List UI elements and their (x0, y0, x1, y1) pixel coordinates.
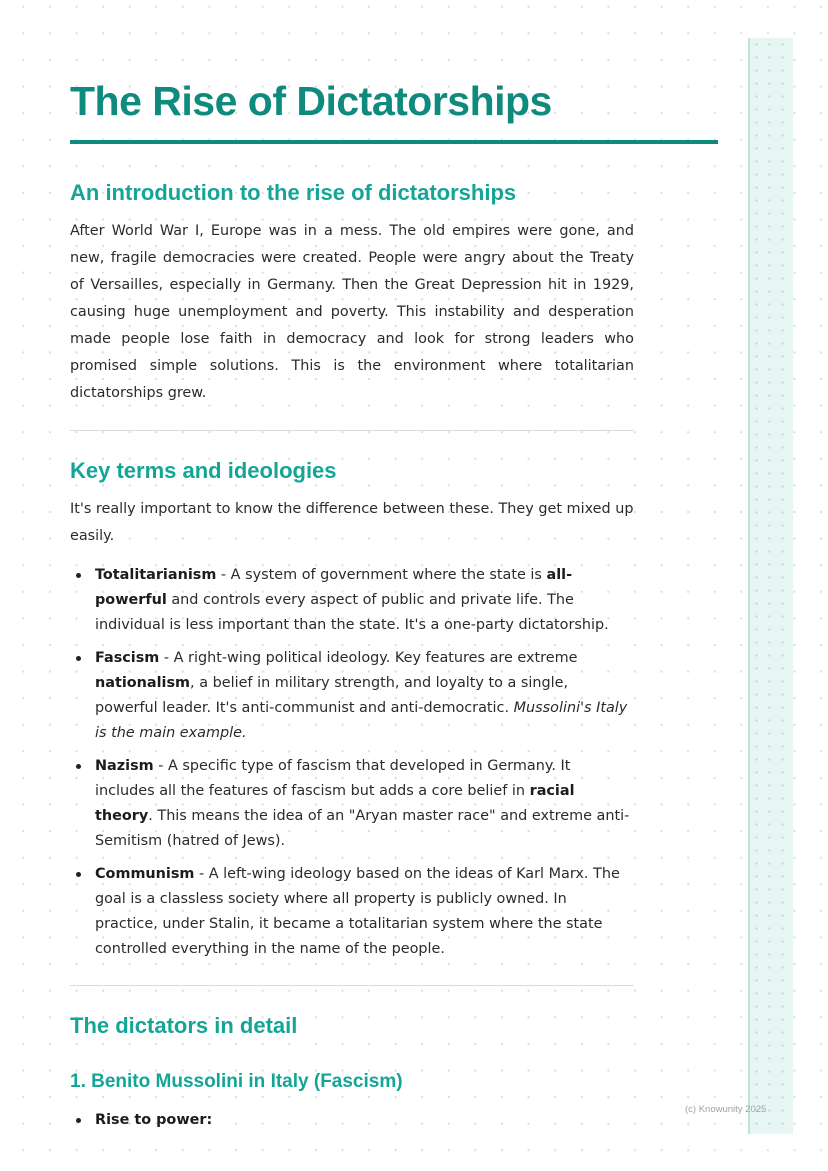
list-item-communism (70, 862, 634, 962)
key-terms-list (70, 563, 634, 962)
intro-heading: An introduction to the rise of dictatorships (70, 180, 517, 205)
term-text: and controls every aspect of public and private life. The individual is less important than the state. It's a one-party dictatorship. (95, 592, 609, 633)
section-divider (70, 985, 634, 986)
document-page (70, 70, 634, 1133)
copyright-footer: (c) Knowunity 2025 (685, 1104, 767, 1115)
term-text: - A left-wing ideology based on the ideas of Karl Marx. The goal is a classless society where all property is publicly owned. In practice, under Stalin, it became a totalitarian system where the state controlled everything in the name of the people. (95, 866, 620, 957)
term-label: Communism (95, 866, 195, 882)
term-emphasis: all-powerful (95, 567, 573, 608)
intro-paragraph: After World War I, Europe was in a mess. The old empires were gone, and new, fragile democracies were created. People were angry about the Treaty of Versailles, especially in Germany. Then the Great Depression hit in 1929, causing huge unemployment and poverty. This instability and desperation made people lose faith in democracy and look for strong leaders who promised simple solutions. This is the environment where totalitarian dictatorships grew. (70, 223, 634, 401)
key-terms-intro: It's really important to know the difference between these. They get mixed up easily. (70, 501, 634, 544)
term-text: - A specific type of fascism that developed in Germany. It includes all the features of fascism but adds a core belief in (95, 758, 571, 799)
list-item-totalitarianism (70, 563, 634, 638)
term-example: Mussolini's Italy is the main example. (95, 700, 628, 741)
page-title: The Rise of Dictatorships (70, 78, 552, 124)
term-label: Nazism (95, 758, 154, 774)
key-terms-heading: Key terms and ideologies (70, 458, 337, 483)
term-text: . This means the idea of an "Aryan master race" and extreme anti-Semitism (hatred of Jews). (95, 808, 630, 849)
term-emphasis: nationalism (95, 675, 191, 691)
title-underline (70, 140, 718, 144)
list-item-fascism (70, 646, 634, 746)
sidebar-strip (748, 38, 793, 1134)
mussolini-heading: 1. Benito Mussolini in Italy (Fascism) (70, 1071, 403, 1092)
term-label: Fascism (95, 650, 160, 666)
bullet-icon (76, 764, 81, 769)
list-item-rise-to-power (70, 1108, 634, 1133)
bullet-icon (76, 1118, 81, 1123)
bullet-icon (76, 656, 81, 661)
bullet-label: Rise to power: (95, 1112, 213, 1128)
list-item-nazism (70, 754, 634, 854)
mussolini-list (70, 1108, 634, 1133)
section-divider (70, 430, 634, 431)
dictators-heading: The dictators in detail (70, 1013, 298, 1038)
term-emphasis: racial theory (95, 783, 575, 824)
term-text: , a belief in military strength, and loyalty to a single, powerful leader. It's anti-communist and anti-democratic. (95, 675, 569, 716)
term-label: Totalitarianism (95, 567, 217, 583)
term-text: - A system of government where the state is (216, 567, 547, 583)
term-text: - A right-wing political ideology. Key features are extreme (159, 650, 578, 666)
bullet-icon (76, 573, 81, 578)
bullet-icon (76, 872, 81, 877)
